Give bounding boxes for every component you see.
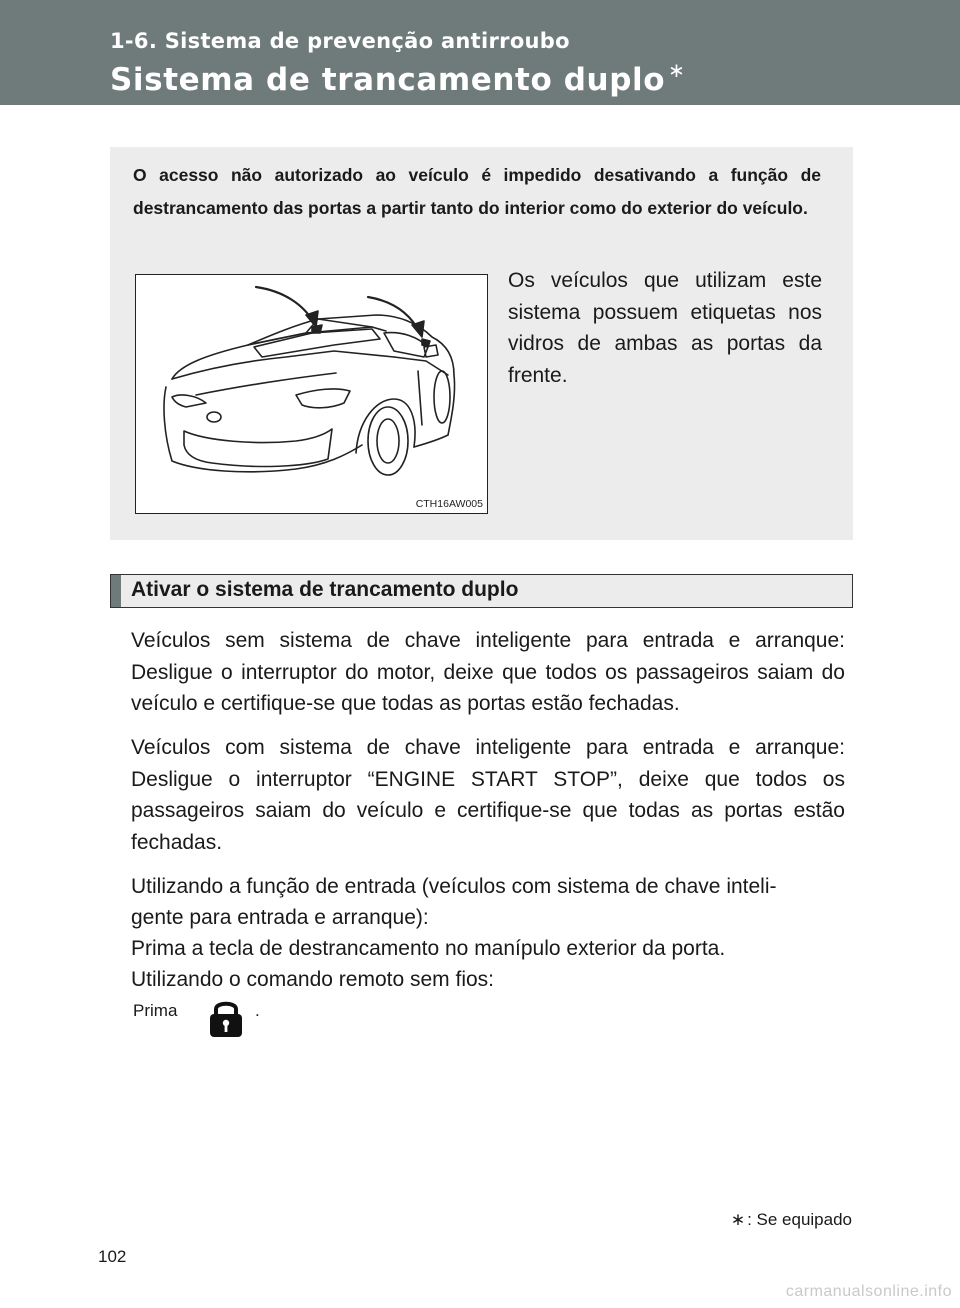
section-heading <box>110 574 853 608</box>
page-header <box>0 0 960 105</box>
intro-box <box>110 147 853 540</box>
press-end: . <box>255 1001 260 1020</box>
press-label: Prima <box>133 1001 178 1020</box>
paragraph-entry-function-line3: Prima a tecla de destrancamento no manípulo exterior da porta. <box>131 937 726 960</box>
paragraph-wireless-remote: Utilizando o comando remoto sem fios: <box>131 968 494 991</box>
footnote <box>731 1210 852 1230</box>
paragraph-no-smart-key: Veículos sem sistema de chave inteligente para entrada e arranque: Desligue o interruptor do motor, deixe que todos os passageiros saiam do veículo e certifique-se que todas as portas estão fechadas. <box>131 629 845 715</box>
paragraph-entry-function-line2: gente para entrada e arranque): <box>131 906 429 929</box>
footnote-mark: ∗ <box>730 1210 746 1229</box>
optional-equipment-mark: ∗ <box>668 58 686 82</box>
section-heading-label: Ativar o sistema de trancamento duplo <box>131 578 519 601</box>
car-illustration <box>135 274 488 514</box>
footnote-text: : Se equipado <box>747 1210 852 1229</box>
page-number: 102 <box>98 1247 127 1266</box>
watermark: carmanualsonline.info <box>785 1283 952 1300</box>
heading-accent-bar <box>111 575 121 607</box>
page-title-text: Sistema de trancamento duplo <box>110 62 666 98</box>
car-drawing <box>136 275 487 513</box>
section-reference: 1-6. Sistema de prevenção antirroubo <box>110 29 570 53</box>
page-title <box>110 58 686 98</box>
paragraph-smart-key: Veículos com sistema de chave inteligente para entrada e arranque: Desligue o interruptor “ENGINE START STOP”, deixe que todos os passageiros saiam do veículo e certifique-se que todas as portas estão fechadas. <box>131 736 845 854</box>
intro-text: O acesso não autorizado ao veículo é impedido desativando a função de destrancamento das portas a partir tanto do interior como do exterior do veículo. <box>133 165 821 218</box>
intro-side-text: Os veículos que utilizam este sistema possuem etiquetas nos vidros de ambas as portas da frente. <box>508 269 822 387</box>
paragraph-entry-function-line1: Utilizando a função de entrada (veículos com sistema de chave inteli- <box>131 875 777 898</box>
figure-code: CTH16AW005 <box>415 498 483 510</box>
lock-icon <box>204 998 248 1038</box>
